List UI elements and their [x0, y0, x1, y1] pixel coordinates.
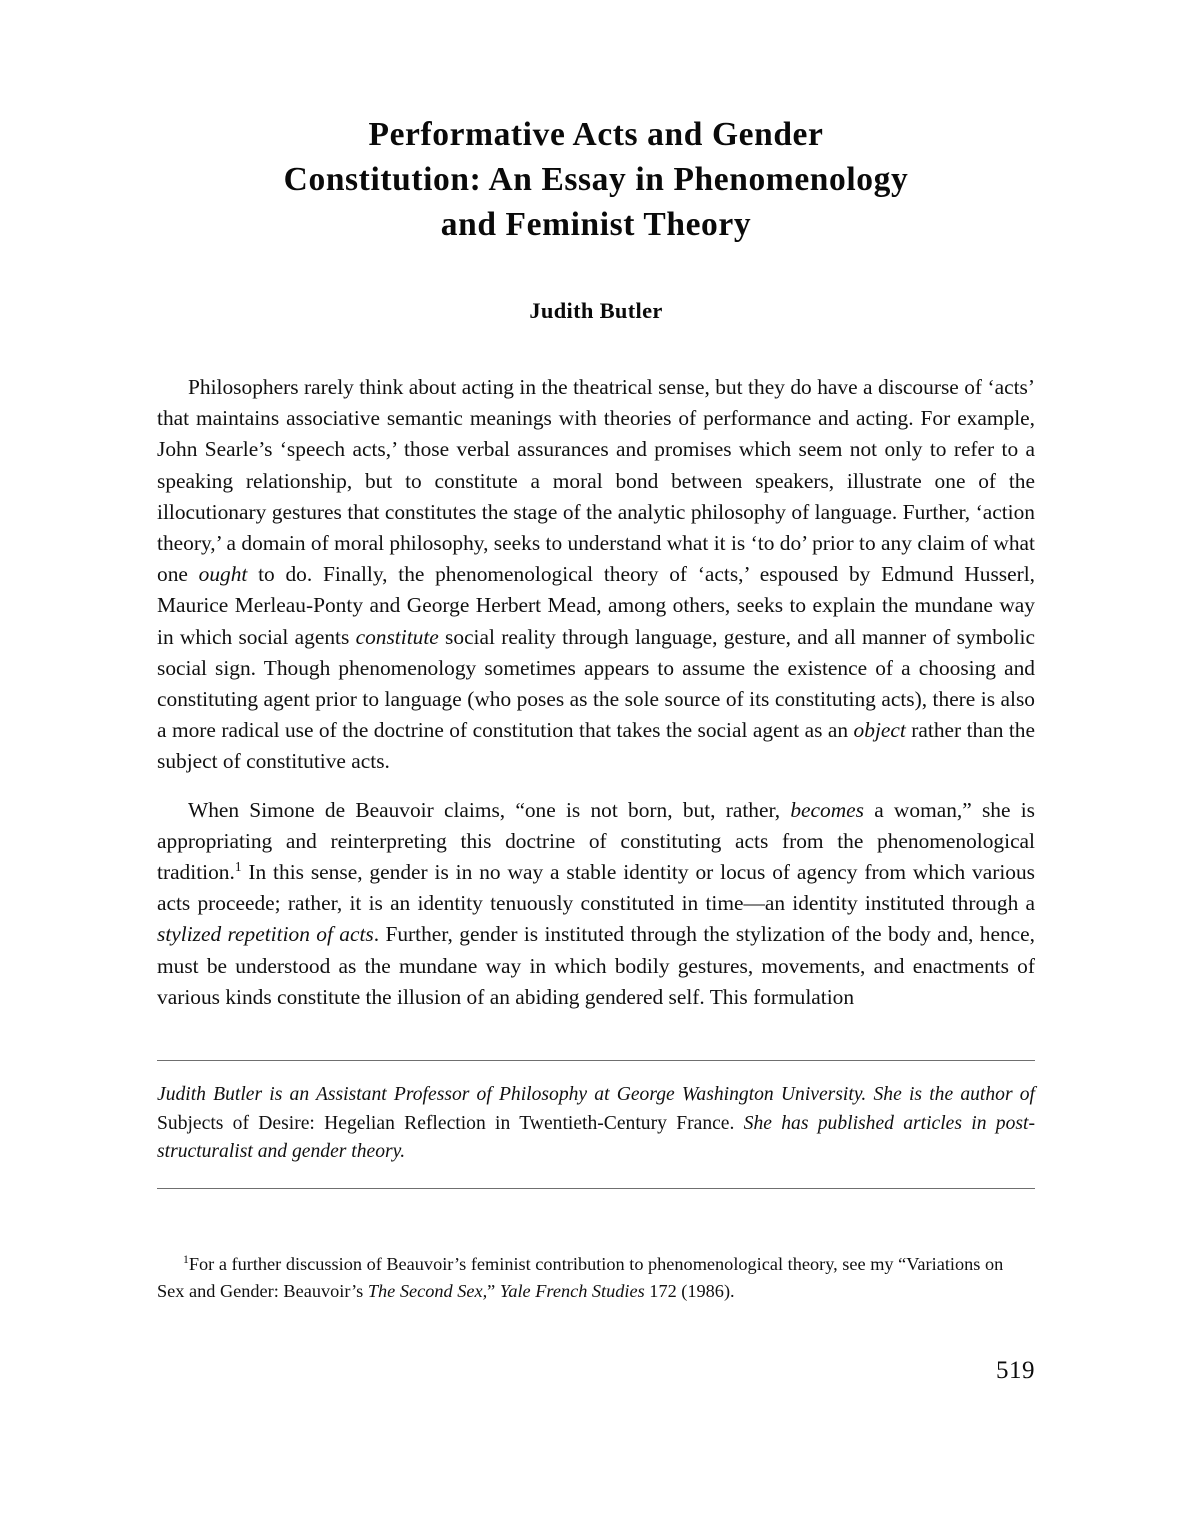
author-bio-book-title: Subjects of Desire: Hegelian Reflection in Twentieth-Century France.	[157, 1112, 735, 1134]
bio-rule-top	[157, 1060, 1035, 1061]
footnote-italic-the-second-sex: The Second Sex,	[367, 1280, 488, 1301]
article-title	[157, 0, 1035, 247]
paragraph-2-italic-becomes: becomes	[790, 797, 864, 822]
article-title-line-1: Performative Acts and Gender	[368, 116, 824, 153]
paragraph-1-segment-2: to do. Finally, the phenomenological theory of ‘acts,’ espoused by Edmund Husserl, Maurice Merleau-Ponty and George Herbert Mead, among others, seeks to explain the mundane way in which social agents	[157, 562, 1035, 649]
footnote-italic-yale-french-studies: Yale French Studies	[499, 1280, 645, 1301]
footnote-segment-2: ”	[487, 1280, 500, 1301]
article-body	[157, 372, 1035, 1013]
paragraph-2-italic-stylized-repetition: stylized repetition of acts	[157, 922, 374, 947]
paragraph-1-segment-1: Philosophers rarely think about acting in the theatrical sense, but they do have a discourse of ‘acts’ that maintains associative semantic meanings with theories of performance and acting. For example, John Searle’s ‘speech acts,’ those verbal assurances and promises which seem not only to refer to a speaking relationship, but to constitute a moral bond between speakers, illustrate one of the illocutionary gestures that constitutes the stage of the analytic philosophy of language. Further, ‘action theory,’ a domain of moral philosophy, seeks to understand what it is ‘to do’ prior to any claim of what one	[157, 375, 1035, 587]
footnote-segment-3: 172 (1986).	[644, 1280, 735, 1301]
page-content-column	[157, 0, 1035, 1385]
author-byline: Judith Butler	[529, 298, 663, 323]
article-title-line-2: Constitution: An Essay in Phenomenology	[283, 161, 909, 198]
author-bio	[157, 1081, 1035, 1167]
bio-rule-bottom	[157, 1188, 1035, 1189]
footnote-segment-1: For a further discussion of Beauvoir’s feminist contribution to phenomenological theory, see my “Variations on Sex and Gender: Beauvoir’s	[157, 1253, 1004, 1301]
paragraph-1-italic-constitute: constitute	[355, 624, 439, 649]
footnote-1	[157, 1251, 1035, 1305]
paragraph-2-segment-3: In this sense, gender is in no way a stable identity or locus of agency from which various acts proceede; rather, it is an identity tenuously constituted in time—an identity instituted through a	[157, 860, 1035, 916]
author-bio-segment-1: Judith Butler is an Assistant Professor of Philosophy at George Washington University. She is the author of	[157, 1084, 1035, 1106]
paragraph-1-italic-object: object	[853, 718, 906, 743]
footnote-reference-marker[interactable]: 1	[234, 858, 242, 874]
paragraph-1-italic-ought: ought	[198, 562, 248, 587]
paragraph-1	[157, 372, 1035, 778]
article-title-line-3: and Feminist Theory	[440, 206, 752, 243]
paragraph-2	[157, 795, 1035, 1013]
author-bio-segment-2: She has published articles in post-structuralist and gender theory.	[157, 1112, 1035, 1163]
paragraph-2-segment-4: . Further, gender is instituted through the stylization of the body and, hence, must be understood as the mundane way in which bodily gestures, movements, and enactments of various kinds constitute the illusion of an abiding gendered self. This formulation	[157, 922, 1035, 1009]
page-number: 519	[996, 1356, 1035, 1384]
paragraph-1-segment-4: rather than the subject of constitutive acts.	[157, 718, 1035, 774]
paragraph-1-segment-3: social reality through language, gesture, and all manner of symbolic social sign. Though phenomenology sometimes appears to assume the existence of a choosing and constituting agent prior to language (who poses as the sole source of its constituting acts), there is also a more radical use of the doctrine of constitution that takes the social agent as an	[157, 624, 1035, 743]
footnote-marker: 1	[183, 1252, 189, 1266]
paragraph-2-segment-1: When Simone de Beauvoir claims, “one is not born, but, rather,	[188, 797, 791, 822]
paragraph-2-segment-2: a woman,” she is appropriating and reinterpreting this doctrine of constituting acts from the phenomenological tradition.	[157, 797, 1035, 885]
